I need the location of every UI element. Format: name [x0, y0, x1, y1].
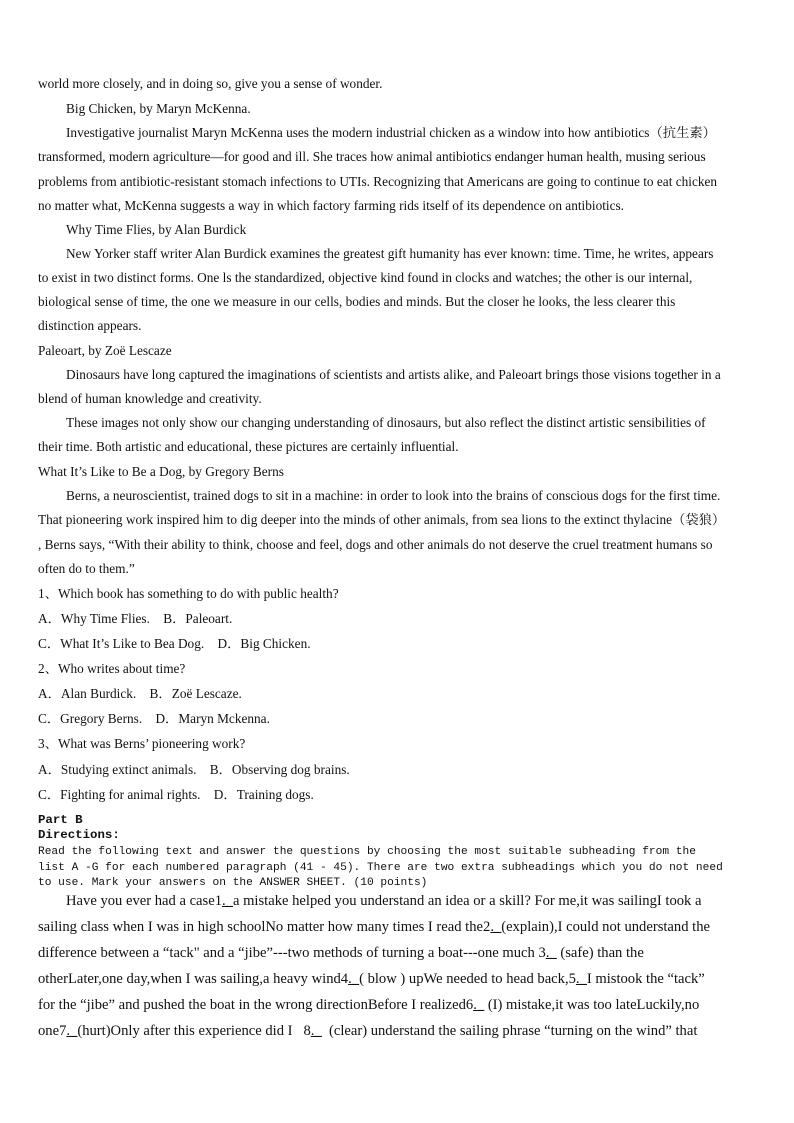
- passage-line: Dinosaurs have long captured the imaginations of scientists and artists alike, and Paleoart brings those visions together in a: [66, 367, 721, 382]
- passage-line: no matter what, McKenna suggests a way in which factory farming rids itself of its dependence on antibiotics.: [38, 198, 625, 213]
- directions-heading: Directions:: [38, 828, 120, 842]
- blank-1: ._: [222, 893, 233, 909]
- passage-line: their time. Both artistic and educational, these pictures are certainly influential.: [38, 439, 459, 454]
- book-title-paleoart: Paleoart, by Zoë Lescaze: [38, 343, 172, 358]
- question-3: 3、What was Berns’ pioneering work?: [38, 736, 246, 751]
- cloze-line: Have you ever had a case1._a mistake helped you understand an idea or a skill? For me,it was sailingI took a: [66, 893, 702, 909]
- question-2-options-cd: C．Gregory Berns. D．Maryn Mckenna.: [38, 711, 270, 726]
- blank-2: ._: [490, 919, 502, 935]
- passage-line: to exist in two distinct forms. One ls the standardized, objective kind found in clocks and watches; the other is our internal,: [38, 270, 693, 285]
- passage-line: blend of human knowledge and creativity.: [38, 391, 262, 406]
- book-title-dog: What It’s Like to Be a Dog, by Gregory Berns: [38, 464, 284, 479]
- book-title-why-time-flies: Why Time Flies, by Alan Burdick: [66, 222, 247, 237]
- cloze-line: difference between a “tack" and a “jibe”---two methods of turning a boat---one much 3._ (safe) than the: [38, 945, 644, 961]
- cloze-line: sailing class when I was in high schoolNo matter how many times I read the2._(explain),I could not understand the: [38, 919, 710, 935]
- blank-8: ._: [310, 1023, 322, 1039]
- passage-line: Berns, a neuroscientist, trained dogs to sit in a machine: in order to look into the brains of conscious dogs for the first time.: [66, 488, 721, 503]
- blank-4: ._: [348, 971, 360, 987]
- blank-5: ._: [575, 971, 587, 987]
- blank-3: ._: [545, 945, 557, 961]
- passage-line: distinction appears.: [38, 318, 142, 333]
- passage-line: transformed, modern agriculture—for good and ill. She traces how animal antibiotics endanger human health, musing serious: [38, 149, 706, 164]
- passage-line: These images not only show our changing understanding of dinosaurs, but also reflect the distinct artistic sensibilities of: [66, 415, 706, 430]
- part-b-title: Part B: [38, 813, 83, 827]
- directions-line: to use. Mark your answers on the ANSWER SHEET. (10 points): [38, 877, 428, 889]
- question-1-options-cd: C．What It’s Like to Bea Dog. D．Big Chicken.: [38, 636, 311, 651]
- passage-line: New Yorker staff writer Alan Burdick examines the greatest gift humanity has ever known: time. Time, he writes, appears: [66, 246, 714, 261]
- cloze-line: for the “jibe” and pushed the boat in the wrong directionBefore I realized6._ (I) mistake,it was too lateLuckily,no: [38, 997, 700, 1013]
- question-2: 2、Who writes about time?: [38, 661, 186, 676]
- blank-7: ._: [66, 1023, 78, 1039]
- question-1: 1、Which book has something to do with public health?: [38, 586, 339, 601]
- book-title-big-chicken: Big Chicken, by Maryn McKenna.: [66, 101, 251, 116]
- passage-line: biological sense of time, the one we measure in our cells, bodies and minds. But the closer he looks, the less clearer this: [38, 294, 676, 309]
- question-1-options-ab: A．Why Time Flies. B．Paleoart.: [38, 611, 233, 626]
- passage-line: , Berns says, “With their ability to think, choose and feel, dogs and other animals do not deserve the cruel treatment humans so: [38, 537, 713, 552]
- directions-line: list A -G for each numbered paragraph (41 - 45). There are two extra subheadings which you do not need: [38, 862, 723, 874]
- cloze-line: otherLater,one day,when I was sailing,a heavy wind4._( blow ) upWe needed to head back,5._I mistook the “tack”: [38, 971, 705, 987]
- passage-line: world more closely, and in doing so, give you a sense of wonder.: [38, 76, 383, 91]
- question-3-options-cd: C．Fighting for animal rights. D．Training dogs.: [38, 787, 314, 802]
- question-2-options-ab: A．Alan Burdick. B．Zoë Lescaze.: [38, 686, 242, 701]
- passage-line: problems from antibiotic-resistant stomach infections to UTIs. Recognizing that Americans are going to continue to eat chicken: [38, 174, 718, 189]
- cloze-line: one7._(hurt)Only after this experience did I 8._ (clear) understand the sailing phrase “turning on the wind” that: [38, 1023, 698, 1039]
- passage-line: Investigative journalist Maryn McKenna uses the modern industrial chicken as a window into how antibiotics（抗生素）: [66, 125, 716, 140]
- directions-line: Read the following text and answer the questions by choosing the most suitable subheading from the: [38, 846, 696, 858]
- passage-line: That pioneering work inspired him to dig deeper into the minds of other animals, from sea lions to the extinct thylacine（袋狼）: [38, 512, 726, 527]
- passage-line: often do to them.”: [38, 561, 135, 576]
- question-3-options-ab: A．Studying extinct animals. B．Observing dog brains.: [38, 762, 350, 777]
- blank-6: ._: [473, 997, 485, 1013]
